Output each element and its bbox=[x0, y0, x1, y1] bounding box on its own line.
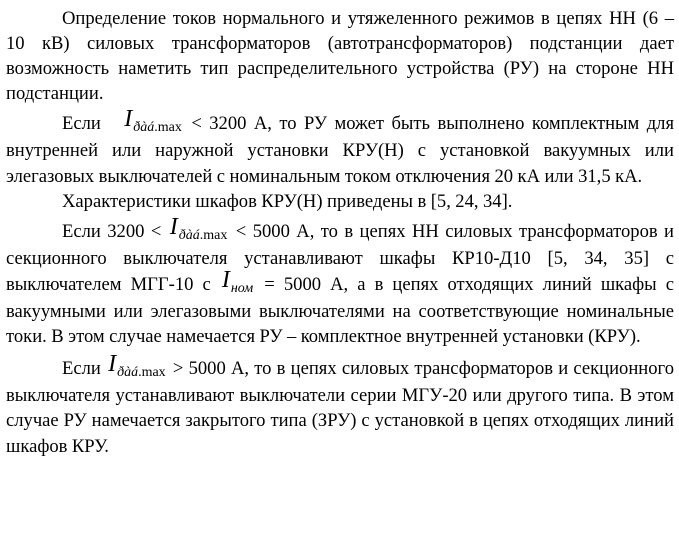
paragraph-condition-zru-rest: > 5000 А, то в цепях силовых трансформаторов и секционного выключателя устанавливают выключатели серии МГУ-20 или другого типа. В этом случае РУ намечается закрытого типа (ЗРУ) с установкой в цепях отходящих линий шкафов КРУ. bbox=[6, 358, 675, 457]
formula-sub-work-2: ðàá bbox=[178, 227, 200, 243]
paragraph-condition-kr10 bbox=[6, 213, 675, 349]
paragraph-condition-kru-rest: < 3200 А, то РУ может быть выполнено комплектным для внутренней или наружной установки КРУ(Н) с установкой вакуумных или элегазовых выключателей с номинальным током отключения 20 кА или 31,5 кА. bbox=[6, 113, 675, 187]
paragraph-condition-kru-lead: Если bbox=[62, 113, 101, 135]
paragraph-intro bbox=[6, 6, 674, 106]
paragraph-characteristics-text: Характеристики шкафов КРУ(Н) приведены в [5, 24, 34]. bbox=[62, 190, 513, 212]
formula-sub-max-2: .max bbox=[199, 227, 228, 243]
formula-i-work-max-3 bbox=[108, 351, 166, 383]
formula-sub-work-3: ðàá bbox=[117, 365, 139, 381]
paragraph-condition-zru-lead: Если bbox=[62, 358, 101, 380]
formula-i-work-max bbox=[124, 106, 182, 138]
formula-current-symbol: I bbox=[124, 106, 133, 133]
formula-current-symbol-4: I bbox=[108, 351, 117, 378]
paragraph-condition-kr10-lead: Если 3200 < bbox=[62, 220, 162, 242]
paragraph-condition-kru bbox=[6, 106, 675, 188]
formula-i-work-max-2 bbox=[169, 213, 228, 246]
paragraph-characteristics bbox=[6, 189, 674, 214]
paragraph-condition-kr10-middle: < 5000 А, то в цепях НН силовых трансформаторов и секционного выключателя устанавливают шкафы КР10-Д10 [5, 34, 35] с выключателем МГГ-10 с bbox=[6, 220, 675, 295]
paragraph-condition-kr10-rest: = 5000 А, а в цепях отходящих линий шкафы с вакуумными или элегазовыми выключателями на соответствующие номинальные токи. В этом случае намечается РУ – комплектное внутренней установки (КРУ). bbox=[6, 273, 675, 348]
formula-current-symbol-3: I bbox=[221, 266, 230, 293]
formula-sub-work: ðàá bbox=[133, 120, 155, 136]
paragraph-condition-zru bbox=[6, 351, 675, 458]
formula-i-nom bbox=[221, 266, 254, 299]
formula-sub-nom: ном bbox=[230, 280, 254, 296]
document-page bbox=[6, 6, 674, 459]
formula-current-symbol-2: I bbox=[169, 213, 178, 240]
formula-sub-max: .max bbox=[154, 120, 182, 136]
formula-sub-max-3: .max bbox=[138, 365, 166, 381]
paragraph-intro-text: Определение токов нормального и утяжеленного режимов в цепях НН (6 – 10 кВ) силовых трансформаторов (автотрансформаторов) подстанции дает возможность наметить тип распределительного устройства (РУ) на стороне НН подстанции. bbox=[6, 8, 674, 105]
